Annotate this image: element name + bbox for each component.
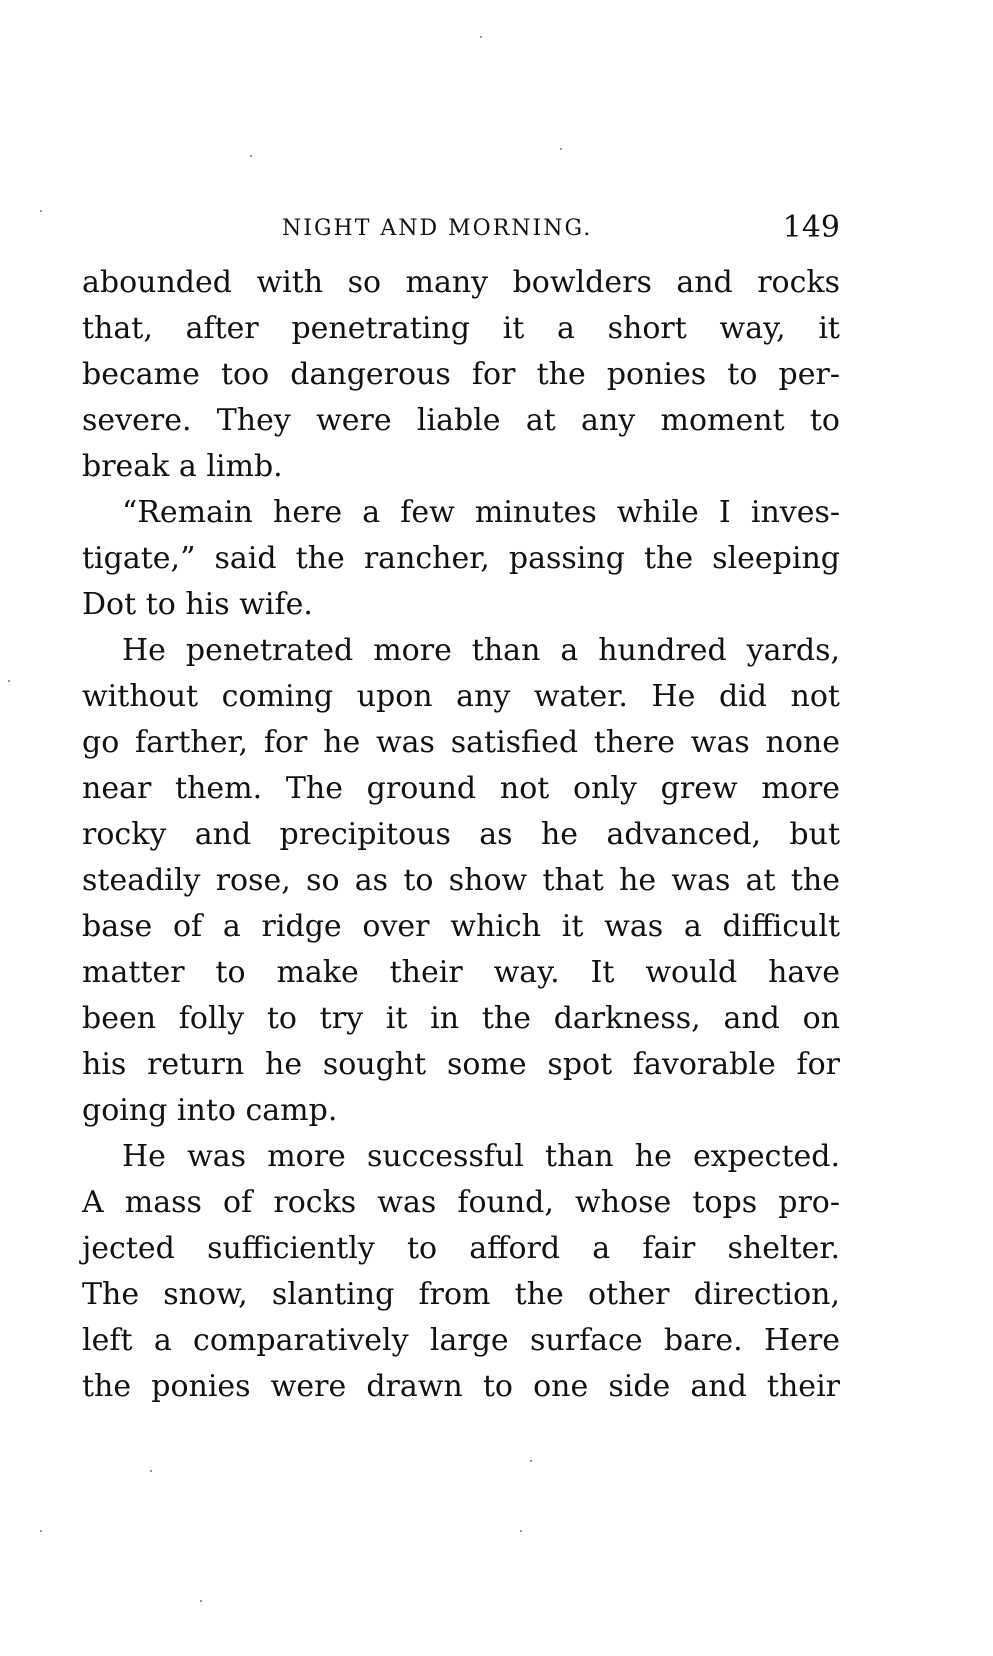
- text-line: near them. The ground not only grew more: [82, 771, 840, 806]
- text-line: tigate,” said the rancher, passing the sleeping: [82, 541, 840, 576]
- text-line: that, after penetrating it a short way, it: [82, 311, 840, 346]
- text-line: been folly to try it in the darkness, and on: [82, 1001, 840, 1036]
- page-number: 149: [782, 210, 840, 245]
- paper-speck: [8, 680, 10, 682]
- text-line: He penetrated more than a hundred yards,: [122, 633, 840, 668]
- paper-speck: [40, 1530, 42, 1532]
- text-line: rocky and precipitous as he advanced, but: [82, 817, 840, 852]
- text-line: the ponies were drawn to one side and their: [82, 1369, 840, 1404]
- text-line: abounded with so many bowlders and rocks: [82, 265, 840, 300]
- text-line: steadily rose, so as to show that he was at the: [82, 863, 840, 898]
- text-line: break a limb.: [82, 449, 283, 484]
- text-line: A mass of rocks was found, whose tops pro-: [82, 1185, 840, 1220]
- text-line: He was more successful than he expected.: [122, 1139, 840, 1174]
- body-text: [82, 260, 840, 1410]
- text-line: became too dangerous for the ponies to per-: [82, 357, 840, 392]
- paper-speck: [520, 1530, 522, 1532]
- text-line: jected sufficiently to afford a fair shelter.: [82, 1231, 840, 1266]
- text-line: “Remain here a few minutes while I inves-: [122, 495, 840, 530]
- text-line: Dot to his wife.: [82, 587, 313, 622]
- paper-speck: [480, 36, 482, 38]
- text-line: severe. They were liable at any moment to: [82, 403, 840, 438]
- running-head: [82, 210, 840, 250]
- text-line: matter to make their way. It would have: [82, 955, 840, 990]
- text-line: base of a ridge over which it was a difficult: [82, 909, 840, 944]
- text-line: going into camp.: [82, 1093, 338, 1128]
- paper-speck: [530, 1460, 532, 1462]
- paper-speck: [200, 1600, 202, 1602]
- paper-speck: [150, 1470, 152, 1472]
- paper-speck: [250, 155, 252, 157]
- text-line: left a comparatively large surface bare. Here: [82, 1323, 840, 1358]
- text-line: without coming upon any water. He did not: [82, 679, 840, 714]
- paper-speck: [560, 148, 562, 150]
- text-line: The snow, slanting from the other direction,: [82, 1277, 840, 1312]
- text-line: his return he sought some spot favorable for: [82, 1047, 840, 1082]
- text-line: go farther, for he was satisfied there was none: [82, 725, 840, 760]
- running-title: NIGHT AND MORNING.: [282, 216, 593, 241]
- paper-speck: [40, 210, 42, 212]
